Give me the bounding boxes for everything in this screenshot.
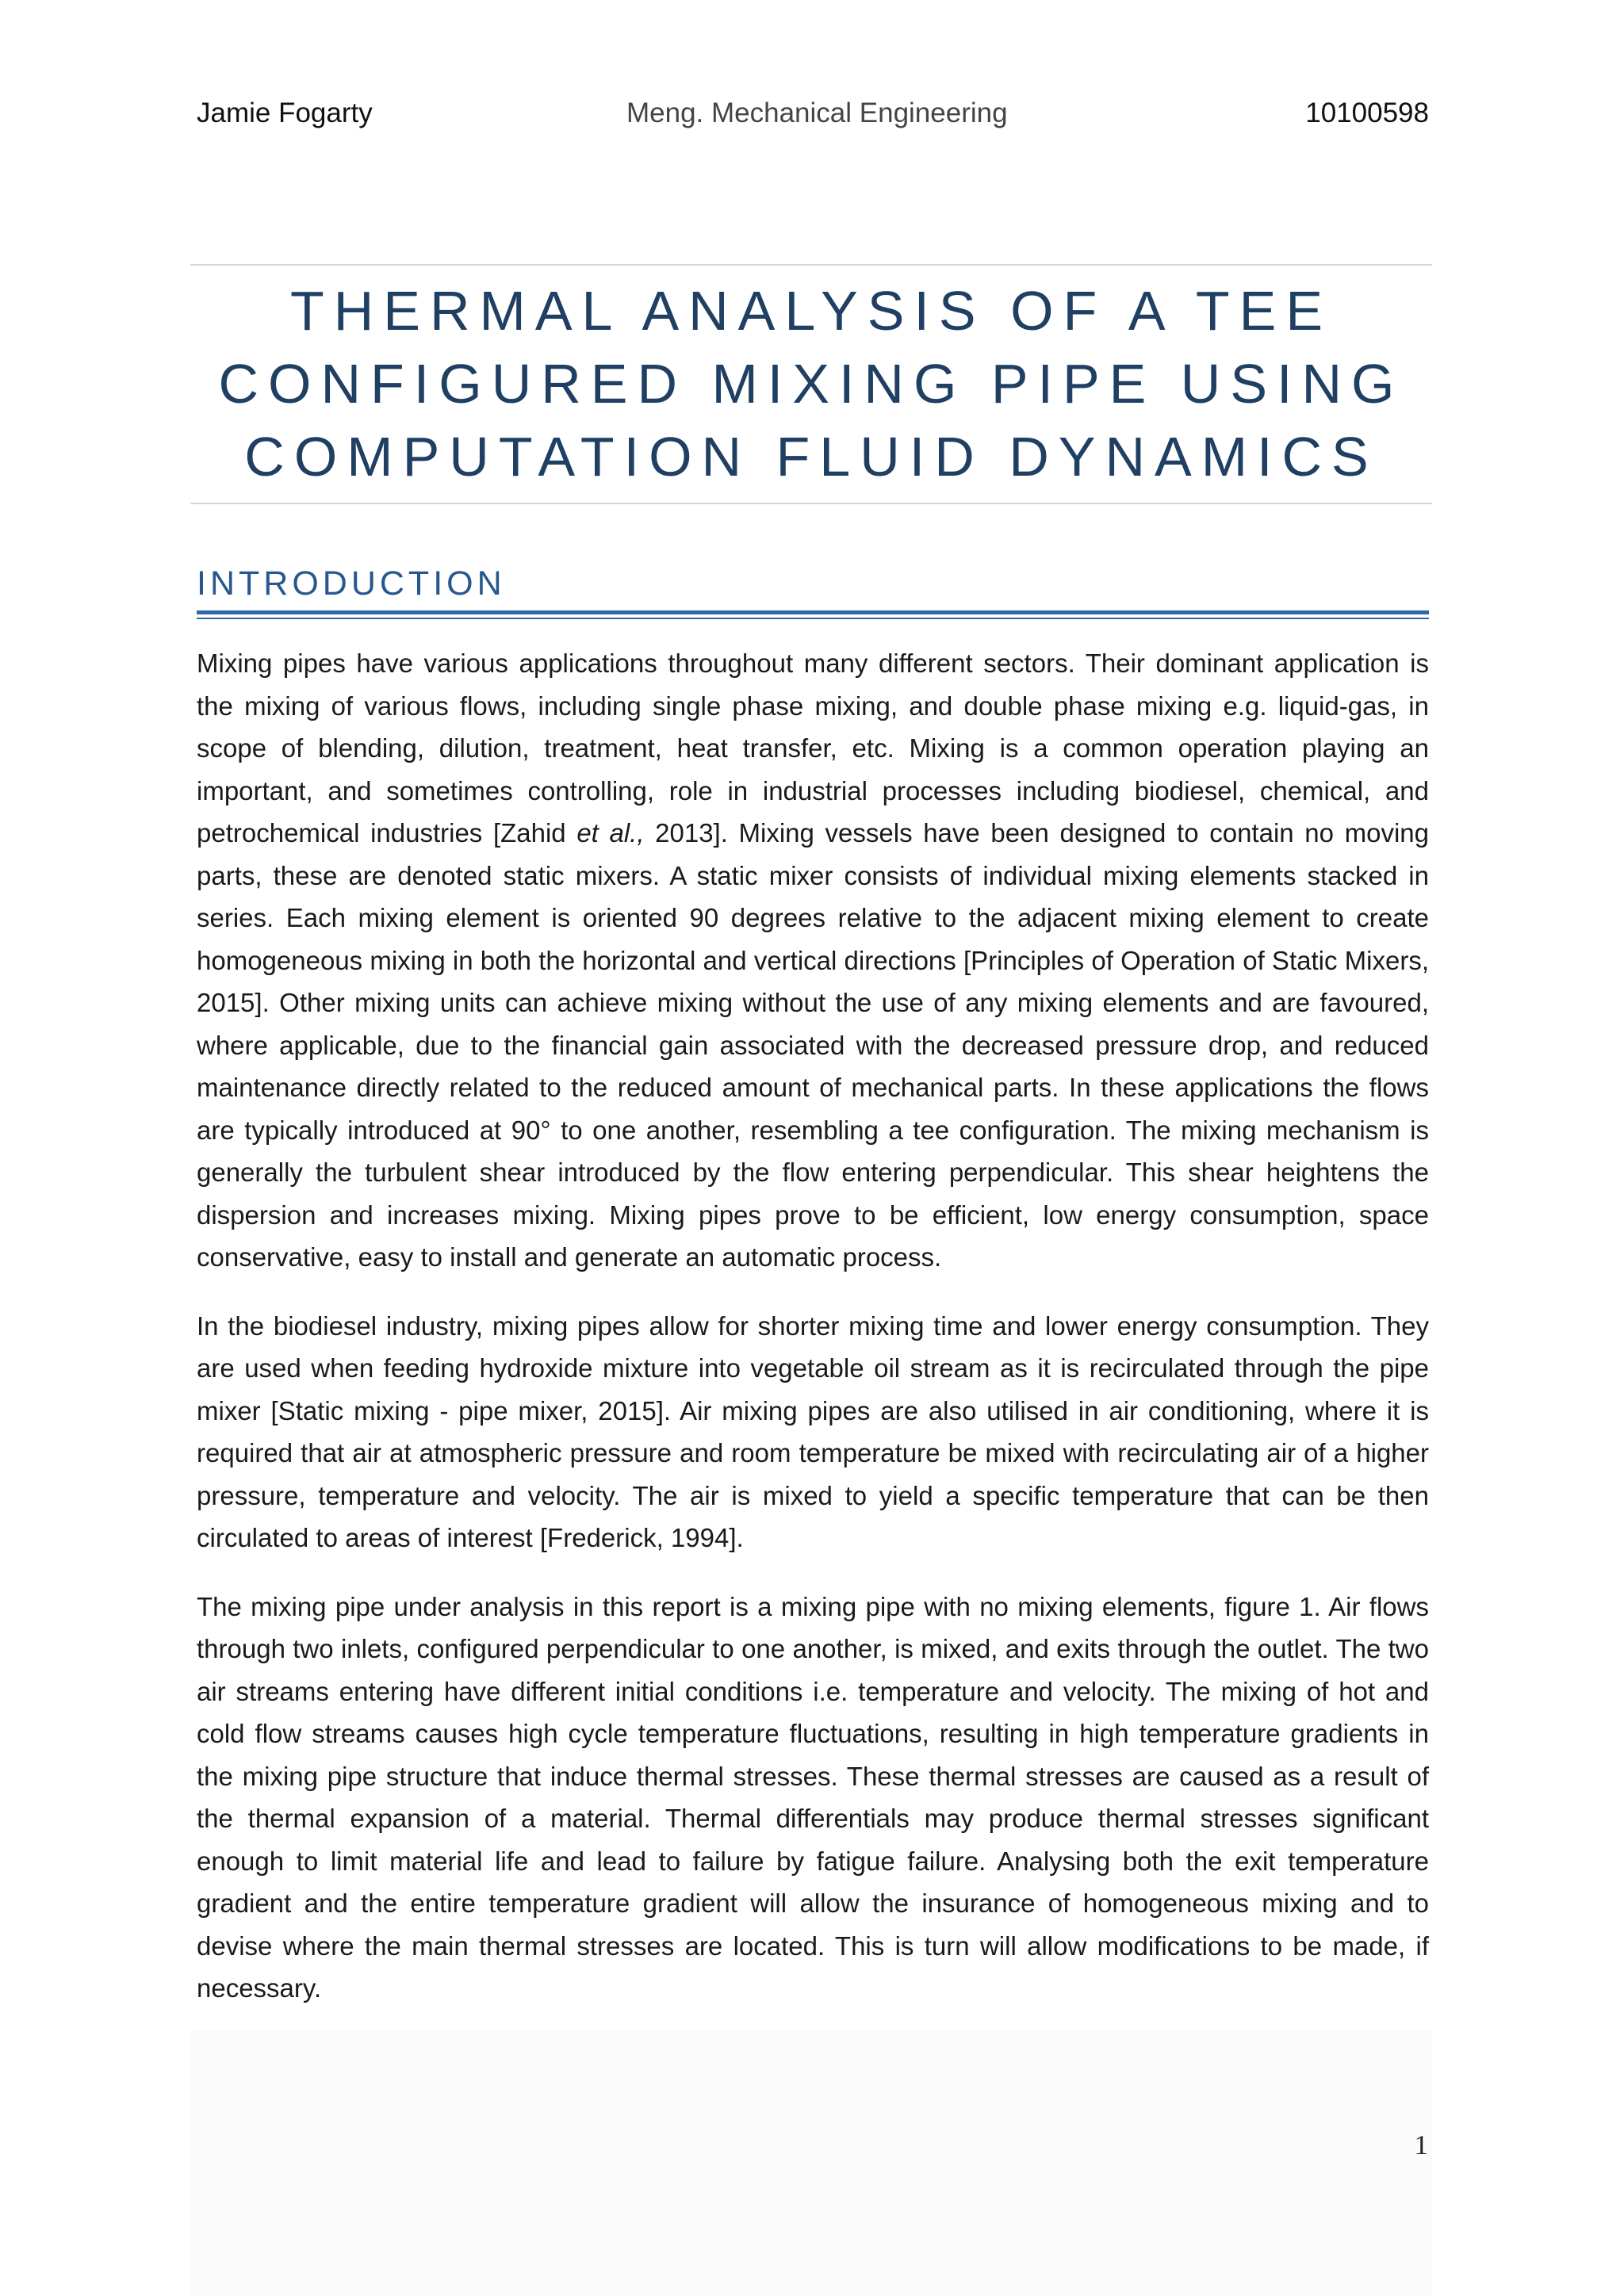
header-student-id: 10100598 [1305, 98, 1429, 128]
body-text [197, 642, 1429, 2036]
paragraph-2: In the biodiesel industry, mixing pipes allow for shorter mixing time and lower energy consumption. They are used when feeding hydroxide mixture into vegetable oil stream as it is recirculated through the pipe mixer [Static mixing - pipe mixer, 2015]. Air mixing pipes are also utilised in air conditioning, where it is required that air at atmospheric pressure and room temperature be mixed with recirculating air of a higher pressure, temperature and velocity. The air is mixed to yield a specific temperature that can be then circulated to areas of interest [Frederick, 1994]. [197, 1311, 1429, 1552]
section-heading: INTRODUCTION [197, 564, 506, 603]
paragraph-1-citation-italic: et al., [576, 818, 645, 848]
page-header [197, 94, 1429, 133]
paragraph-1 [197, 642, 1429, 1279]
paragraph-1-text-start: Mixing pipes have various applications throughout many different sectors. Their dominant application is the mixing of various flows, including single phase mixing, and double phase mixing e.g. liquid-gas, in scope of blending, dilution, treatment, heat transfer, etc. Mixing is a common operation playing an important, and sometimes controlling, role in industrial processes including biodiesel, chemical, and petrochemical industries [Zahid [197, 649, 1429, 848]
title-top-rule [190, 264, 1432, 266]
section-rule-thick [197, 610, 1429, 614]
paragraph-1-text-end: 2013]. Mixing vessels have been designed to contain no moving parts, these are denoted static mixers. A static mixer consists of individual mixing elements stacked in series. Each mixing element is oriented 90 degrees relative to the adjacent mixing element to create homogeneous mixing in both the horizontal and vertical directions [Principles of Operation of Static Mixers, 2015]. Other mixing units can achieve mixing without the use of any mixing elements and are favoured, where applicable, due to the financial gain associated with the decreased pressure drop, and reduced maintenance directly related to the reduced amount of mechanical parts. In these applications the flows are typically introduced at 90° to one another, resembling a tee configuration. The mixing mechanism is generally the turbulent shear introduced by the flow entering perpendicular. This shear heightens the dispersion and increases mixing. Mixing pipes prove to be efficient, low energy consumption, space conservative, easy to install and generate an automatic process. [197, 818, 1429, 1272]
title-line-1: THERMAL ANALYSIS OF A TEE [289, 280, 1333, 342]
section-rule-thin [197, 618, 1429, 619]
paragraph-3: The mixing pipe under analysis in this report is a mixing pipe with no mixing elements, figure 1. Air flows through two inlets, configured perpendicular to one another, is mixed, and exits through the outlet. The two air streams entering have different initial conditions i.e. temperature and velocity. The mixing of hot and cold flow streams causes high cycle temperature fluctuations, resulting in high temperature gradients in the mixing pipe structure that induce thermal stresses. These thermal stresses are caused as a result of the thermal expansion of a material. Thermal differentials may produce thermal stresses significant enough to limit material life and lead to failure by fatigue failure. Analysing both the exit temperature gradient and the entire temperature gradient will allow the insurance of homogeneous mixing and to devise where the main thermal stresses are located. This is turn will allow modifications to be made, if necessary. [197, 1591, 1429, 2003]
document-title [190, 266, 1432, 501]
page-number: 1 [1414, 2130, 1428, 2160]
header-program: Meng. Mechanical Engineering [626, 98, 1008, 128]
page-shade [190, 2030, 1432, 2296]
title-line-3: COMPUTATION FLUID DYNAMICS [244, 426, 1378, 488]
title-line-2: CONFIGURED MIXING PIPE USING [218, 353, 1404, 415]
header-author: Jamie Fogarty [197, 98, 373, 128]
title-bottom-rule [190, 503, 1432, 504]
